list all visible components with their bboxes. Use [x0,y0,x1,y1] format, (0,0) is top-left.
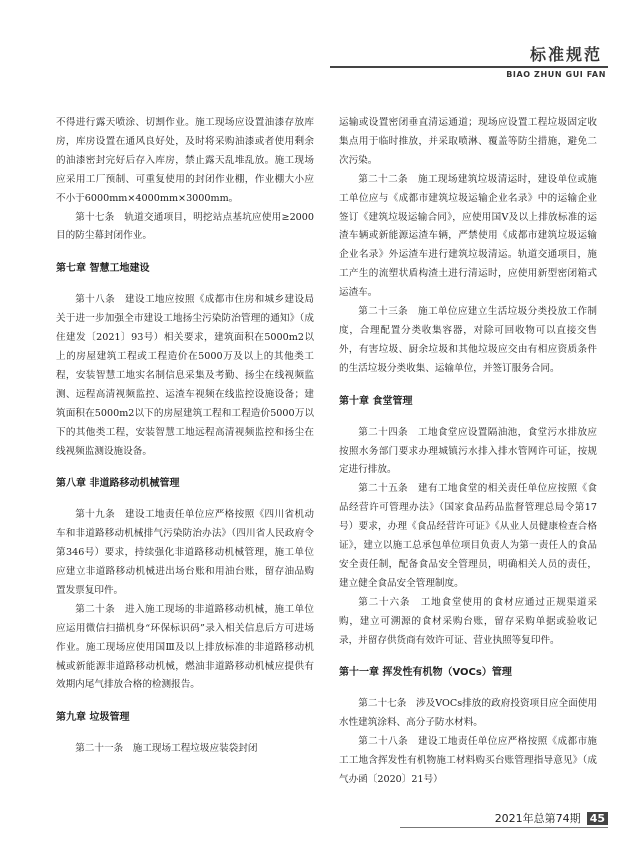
left-column [56,114,314,759]
chapter-10-heading: 第十章 食堂管理 [339,395,413,407]
page-number: 45 [587,812,608,825]
article-21: 第二十一条 施工现场工程垃圾应装袋封闭 [75,743,258,755]
article-23: 第二十三条 施工单位应建立生活垃圾分类投放工作制度，合理配置分类收集容器，对除可回收物可以直接交售外，有害垃圾、厨余垃圾和其他垃圾应交由有相应资质条件的生活垃圾分类收集、运输单位，并签订服务合同。 [339,306,597,374]
header-rule [330,66,608,68]
footer-rule [400,827,608,828]
article-18: 第十八条 建设工地应按照《成都市住房和城乡建设局关于进一步加强全市建设工地扬尘污染防治管理的通知》（成住建发〔2021〕93号）相关要求，建筑面积在5000m2以上的房屋建筑工程或工程造价在5000万及以上的其他类工程，安装智慧工地实名制信息采集及考勤、扬尘在线视频监测、远程高清视频监控、运渣车视频在线监控设施设备；建筑面积在5000m2以下的房屋建筑工程和工程造价5000万以下的其他类工程，安装智慧工地远程高清视频监控和扬尘在线视频监测设施设备。 [56,294,314,457]
article-28: 第二十八条 建设工地责任单位应严格按照《成都市施工工地含挥发性有机物施工材料购买台账管理指导意见》（成气办函〔2020〕21号） [339,736,597,785]
paragraph: 运输或设置密闭垂直清运通道；现场应设置工程垃圾固定收集点用于临时推放，并采取喷淋、覆盖等防尘措施，避免二次污染。 [339,117,597,166]
chapter-7-heading: 第七章 智慧工地建设 [56,263,150,275]
paragraph: 不得进行露天喷涂、切割作业。施工现场应设置油漆存放库房，库房设置在通风良好处，及时将采购油漆或者使用剩余的油漆密封完好后存入库房，禁止露天乱堆乱放。施工现场应采用工厂预制、可重复使用的封闭作业棚，作业棚大小应不小于6000mm×4000mm×3000mm。 [56,117,314,204]
page-footer [495,810,608,826]
article-27: 第二十七条 涉及VOCs排放的政府投资项目应全面使用水性建筑涂料、高分子防水材料。 [339,698,597,729]
article-17: 第十七条 轨道交通项目，明挖站点基坑应使用≥2000目的防尘幕封闭作业。 [56,211,314,242]
article-22: 第二十二条 施工现场建筑垃圾清运时，建设单位或施工单位应与《成都市建筑垃圾运输企业名录》中的运输企业签订《建筑垃圾运输合同》，应使用国Ⅴ及以上排放标准的运渣车辆或新能源运渣车辆，严禁使用《成都市建筑垃圾运输企业名录》外运渣车进行建筑垃圾清运。轨道交通项目，施工产生的流塑状盾构渣土进行清运时，应使用新型密闭箱式运渣车。 [339,173,597,299]
chapter-8-heading: 第八章 非道路移动机械管理 [56,478,180,490]
chapter-11-heading: 第十一章 挥发性有机物（VOCs）管理 [339,667,512,679]
article-20: 第二十条 进入施工现场的非道路移动机械，施工单位应运用微信扫描机身“环保标识码”录入相关信息后方可进场作业。施工现场应使用国Ⅲ及以上排放标准的非道路移动机械或新能源非道路移动机械，燃油非道路移动机械应提供有效期内尾气排放合格的检测报告。 [56,603,314,691]
chapter-9-heading: 第九章 垃圾管理 [56,712,130,724]
issue-label: 2021年总第74期 [494,812,581,825]
article-25: 第二十五条 建有工地食堂的相关责任单位应按照《食品经营许可管理办法》（国家食品药品监督管理总局令第17号）要求，办理《食品经营许可证》《从业人员健康检查合格证》，建立以施工总承包单位项目负责人为第一责任人的食品安全责任制，配备食品安全管理员，明确相关人员的责任，建立健全食品安全管理制度。 [339,483,597,589]
article-26: 第二十六条 工地食堂使用的食材应通过正规渠道采购，建立可溯源的食材采购台账，留存采购单据或验收记录，并留存供货商有效许可证、营业执照等复印件。 [339,596,597,646]
article-19: 第十九条 建设工地责任单位应严格按照《四川省机动车和非道路移动机械排气污染防治办法》（四川省人民政府令第346号）要求，持续强化非道路移动机械管理，施工单位应建立非道路移动机械进出场台账和用油台账，留存油品购置发票复印件。 [56,509,314,596]
section-subtitle: BIAO ZHUN GUI FAN [506,70,606,79]
section-title: 标准规范 [529,45,602,64]
article-24: 第二十四条 工地食堂应设置隔油池，食堂污水排放应按照水务部门要求办理城镇污水排入排水管网许可证，按规定进行排放。 [339,426,597,476]
right-column [339,114,597,790]
